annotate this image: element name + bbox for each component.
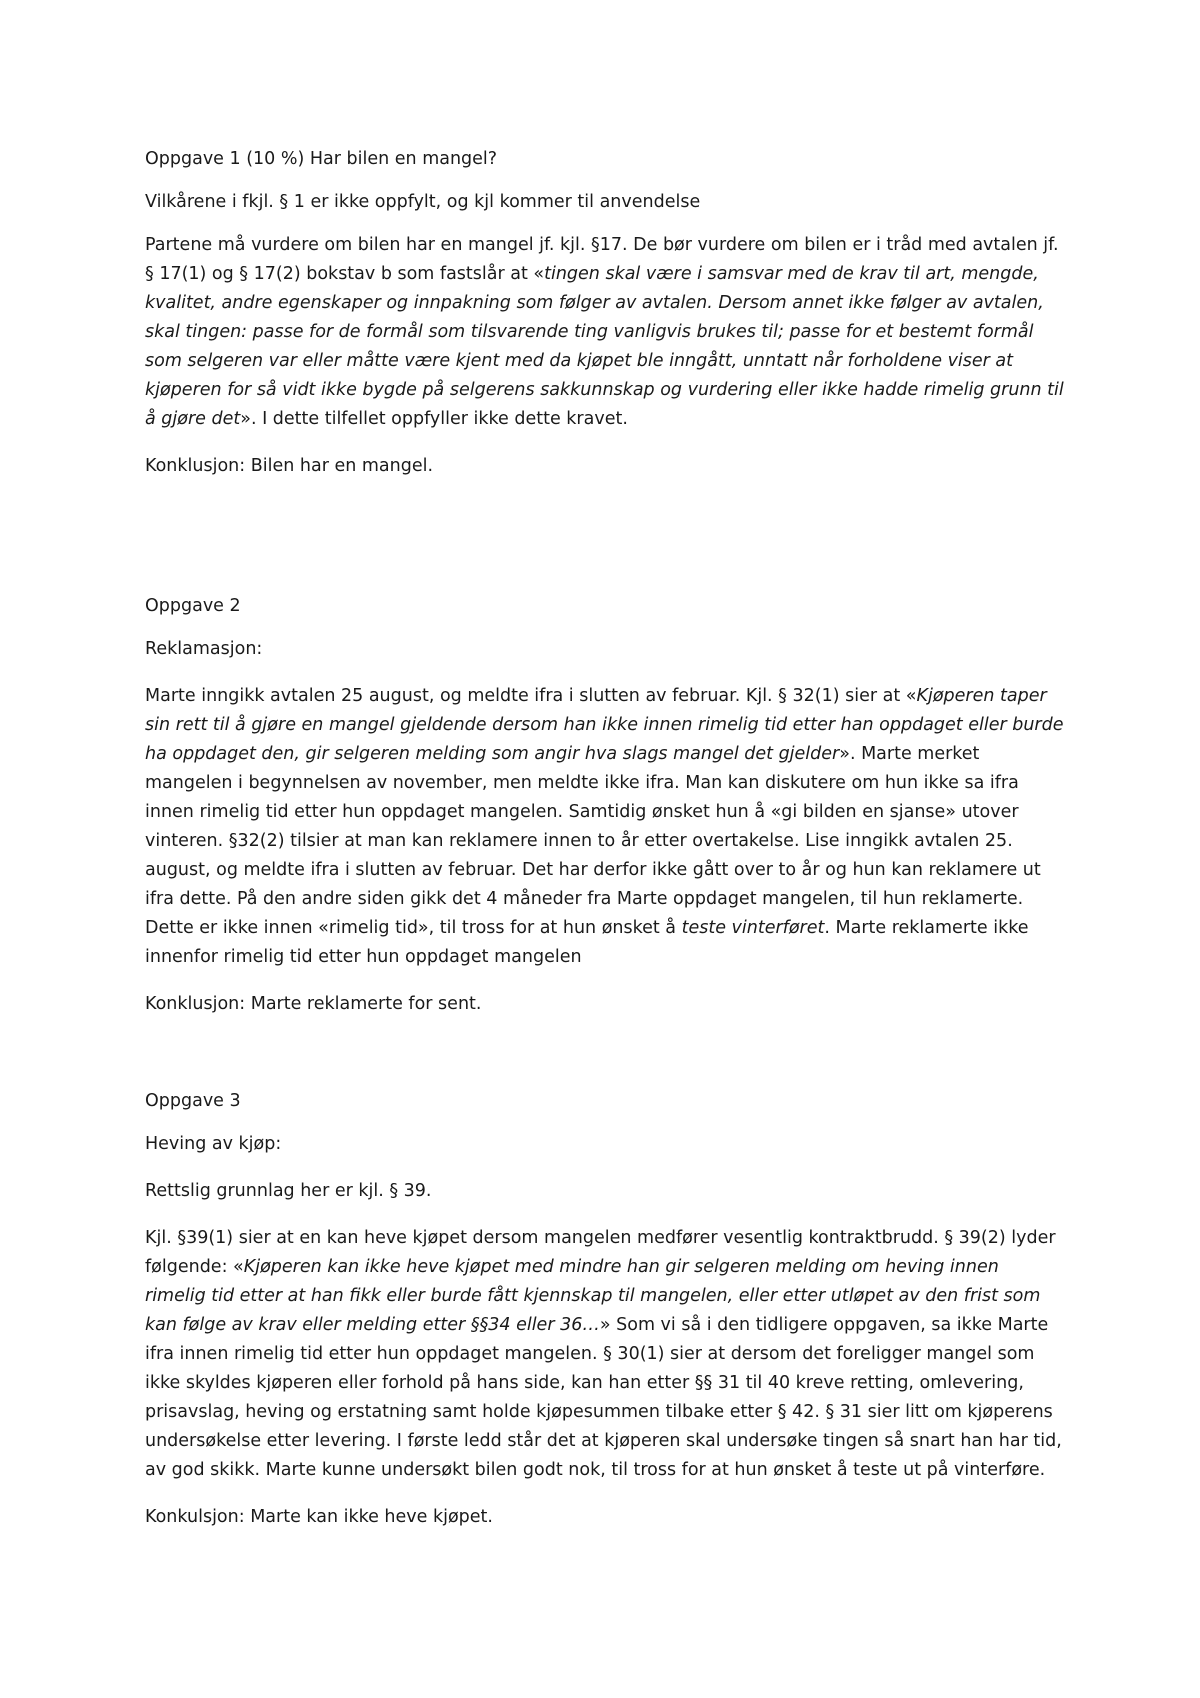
text-run: ». Marte merket mangelen i begynnelsen av november, men meldte ikke ifra. Man kan diskutere om hun ikke sa ifra innen rimelig tid etter hun oppdaget mangelen. Samtidig ønsket hun å «gi bilden en sjanse» utover vinteren. §32(2) tilsier at man kan reklamere innen to år etter overtakelse. Lise inngikk avtalen 25. august, og meldte ifra i slutten av februar. Det har derfor ikke gått over to år og hun kan reklamere ut ifra dette. På den andre siden gikk det 4 måneder fra Marte oppdaget mangelen, til hun reklamerte. Dette er ikke innen «rimelig tid», til tross for at hun ønsket å bbox=[145, 744, 1041, 938]
section-heading: Oppgave 3 bbox=[145, 1091, 241, 1111]
text-run: ». I dette tilfellet oppfyller ikke dette kravet. bbox=[240, 409, 628, 429]
emphasis-text: teste vinterføret bbox=[681, 918, 825, 938]
paragraph bbox=[145, 682, 1065, 972]
conclusion: Konkulsjon: Marte kan ikke heve kjøpet. bbox=[145, 1507, 493, 1527]
text-run: . Marte reklamerte ikke innenfor rimelig tid etter hun oppdaget mangelen bbox=[145, 918, 1029, 967]
text-run: » Som vi så i den tidligere oppgaven, sa ikke Marte ifra innen rimelig tid etter hun oppdaget mangelen. § 30(1) sier at dersom det foreligger mangel som ikke skyldes kjøperen eller forhold på hans side, kan han etter §§ 31 til 40 kreve retting, omlevering, prisavslag, heving og erstatning samt holde kjøpesummen tilbake etter § 42. § 31 sier litt om kjøperens undersøkelse etter levering. I første ledd står det at kjøperen skal undersøke tingen så snart han har tid, av god skikk. Marte kunne undersøkt bilen godt nok, til tross for at hun ønsket å teste ut på vinterføre. bbox=[145, 1315, 1062, 1480]
section-oppgave-1 bbox=[145, 145, 1065, 499]
conclusion: Konklusjon: Bilen har en mangel. bbox=[145, 456, 434, 476]
section-heading: Oppgave 1 (10 %) Har bilen en mangel? bbox=[145, 149, 498, 169]
text-run: Marte inngikk avtalen 25 august, og meldte ifra i slutten av februar. Kjl. § 32(1) sier at « bbox=[145, 686, 917, 706]
quoted-law-text: Kjøperen kan ikke heve kjøpet med mindre han gir selgeren melding om heving innen rimelig tid etter at han fikk eller burde fått kjennskap til mangelen, eller etter utløpet av den frist som kan følge av krav eller melding etter §§34 eller 36… bbox=[145, 1257, 1041, 1335]
section-oppgave-2 bbox=[145, 592, 1065, 1037]
text-run: Kjl. §39(1) sier at en kan heve kjøpet dersom mangelen medfører vesentlig kontraktbrudd. § 39(2) lyder følgende: « bbox=[145, 1228, 1056, 1277]
paragraph bbox=[145, 231, 1065, 434]
paragraph: Vilkårene i fkjl. § 1 er ikke oppfylt, og kjl kommer til anvendelse bbox=[145, 192, 701, 212]
section-subheading: Reklamasjon: bbox=[145, 639, 263, 659]
quoted-law-text: tingen skal være i samsvar med de krav til art, mengde, kvalitet, andre egenskaper og innpakning som følger av avtalen. Dersom annet ikke følger av avtalen, skal tingen: passe for de formål som tilsvarende ting vanligvis brukes til; passe for et bestemt formål som selgeren var eller måtte være kjent med da kjøpet ble inngått, unntatt når forholdene viser at kjøperen for så vidt ikke bygde på selgerens sakkunnskap og vurdering eller ikke hadde rimelig grunn til å gjøre det bbox=[145, 264, 1064, 429]
quoted-law-text: Kjøperen taper sin rett til å gjøre en mangel gjeldende dersom han ikke innen rimelig tid etter han oppdaget eller burde ha oppdaget den, gir selgeren melding som angir hva slags mangel det gjelder bbox=[145, 686, 1064, 764]
paragraph bbox=[145, 1224, 1065, 1485]
section-subheading: Heving av kjøp: bbox=[145, 1134, 282, 1154]
text-run: Partene må vurdere om bilen har en mangel jf. kjl. §17. De bør vurdere om bilen er i tråd med avtalen jf. § 17(1) og § 17(2) bokstav b som fastslår at « bbox=[145, 235, 1059, 284]
paragraph: Rettslig grunnlag her er kjl. § 39. bbox=[145, 1181, 432, 1201]
section-heading: Oppgave 2 bbox=[145, 596, 241, 616]
section-oppgave-3 bbox=[145, 1087, 1065, 1550]
conclusion: Konklusjon: Marte reklamerte for sent. bbox=[145, 994, 482, 1014]
